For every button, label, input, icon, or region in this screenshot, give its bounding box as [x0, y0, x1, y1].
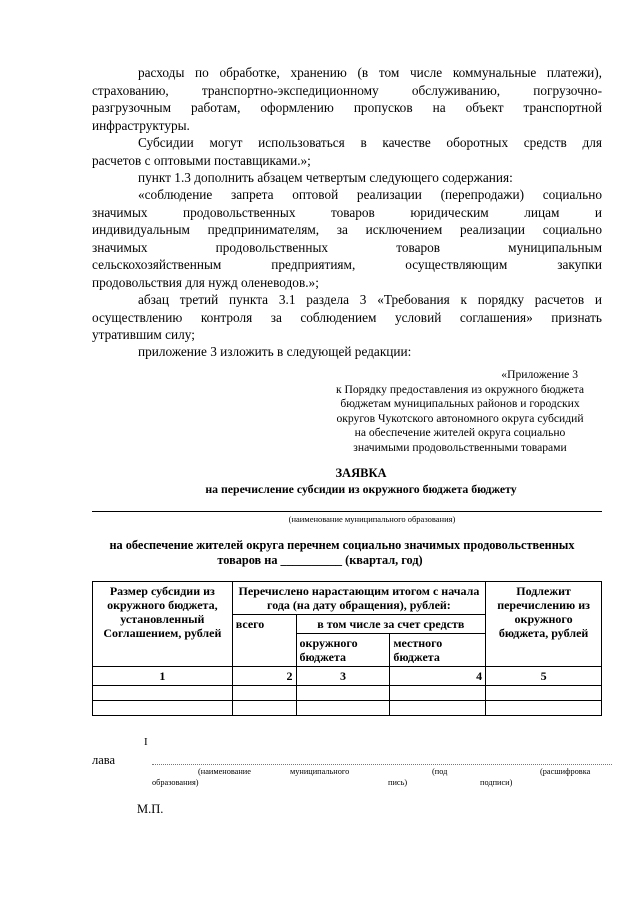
text-line: индивидуальным предпринимателям, за исключением реализации социально: [92, 222, 602, 238]
text-line: значимых продовольственных товаров юридическим лицам и: [92, 204, 602, 220]
stamp-place: М.П.: [137, 802, 164, 816]
text-line: продовольствия для нужд оленеводов.»;: [92, 274, 319, 290]
header-subsidy-size: Размер субсидии из окружного бюджета, установленный Соглашением, рублей: [93, 582, 233, 667]
text-line: расчетов с оптовыми поставщиками.»;: [92, 152, 311, 168]
caption-decoding-2: подписи): [480, 778, 513, 787]
table-cell[interactable]: [486, 701, 602, 716]
text-line: значимых продовольственных товаров муниципальным: [92, 239, 602, 255]
column-number: 1: [93, 667, 233, 686]
header-transferred: Перечислено нарастающим итогом с начала года (на дату обращения), рублей:: [232, 582, 485, 615]
appendix-header: [300, 368, 620, 456]
appendix-line: на обеспечение жителей округа социально: [354, 426, 566, 440]
text-line: абзац третий пункта 3.1 раздела 3 «Требования к порядку расчетов и: [138, 292, 602, 307]
caption-decoding: (расшифровка: [540, 767, 591, 776]
paragraph-subsidies: [92, 134, 602, 169]
table-cell[interactable]: [296, 701, 390, 716]
text-line: приложение 3 изложить в следующей редакции:: [138, 344, 412, 359]
header-to-transfer: Подлежит перечислению из окружного бюджета, рублей: [486, 582, 602, 667]
table-cell[interactable]: [93, 701, 233, 716]
text-line: сельскохозяйственным предприятиям, осуществляющим закупки: [92, 257, 602, 273]
table-cell[interactable]: [232, 686, 296, 701]
table-cell[interactable]: [232, 701, 296, 716]
purpose-line-1: на обеспечение жителей округа перечнем социально значимых продовольственных: [109, 538, 575, 552]
text-line: инфраструктуры.: [92, 117, 190, 133]
appendix-line: бюджетам муниципальных районов и городских: [340, 397, 580, 411]
caption-sign: (под: [432, 767, 448, 776]
table-cell[interactable]: [296, 686, 390, 701]
document-subtitle: на перечисление субсидии из окружного бюджета бюджету: [205, 482, 517, 496]
caption-name: (наименование: [198, 767, 251, 776]
signature-label: лава: [92, 753, 116, 767]
table-cell[interactable]: [486, 686, 602, 701]
table-number-row: [93, 667, 602, 686]
caption-sign-2: пись): [388, 778, 408, 787]
column-number: 5: [486, 667, 602, 686]
header-total: всего: [232, 615, 296, 667]
table-row: [93, 686, 602, 701]
caption-formation: образования): [152, 778, 199, 787]
column-number: 3: [296, 667, 390, 686]
header-local-budget: местного бюджета: [390, 634, 486, 667]
text-line: утратившим силу;: [92, 327, 195, 343]
column-number: 2: [232, 667, 296, 686]
purpose-line-2: товаров на __________ (квартал, год): [217, 553, 423, 567]
signature-line: [152, 764, 612, 765]
paragraph-expenses: [92, 64, 602, 134]
header-regional-budget: окружного бюджета: [296, 634, 390, 667]
text-line: страхованию, транспортно-экспедиционному обслуживанию, погрузочно-: [92, 82, 602, 98]
text-line: разгрузочным работам, оформлению пропусков на объект транспортной: [92, 100, 602, 116]
document-title: ЗАЯВКА: [335, 466, 387, 480]
table-cell[interactable]: [390, 701, 486, 716]
text-line: «соблюдение запрета оптовой реализации (перепродажи) социально: [138, 187, 602, 202]
text-line: пункт 1.3 дополнить абзацем четвертым следующего содержания:: [138, 170, 513, 185]
signature-mark: I: [144, 736, 148, 748]
municipality-line: [92, 511, 602, 512]
table-header-row: [93, 582, 602, 615]
text-line: расходы по обработке, хранению (в том числе коммунальные платежи),: [138, 65, 602, 80]
text-line: осуществлению контроля за соблюдением условий соглашения» признать: [92, 309, 602, 325]
paragraph-item-3-1: [92, 291, 602, 344]
paragraph-annex-3: [92, 343, 602, 361]
municipality-caption: (наименование муниципального образования): [288, 514, 456, 524]
column-number: 4: [390, 667, 486, 686]
header-including: в том числе за счет средств: [296, 615, 486, 634]
table-cell[interactable]: [93, 686, 233, 701]
appendix-line: «Приложение 3: [501, 368, 578, 381]
table-cell[interactable]: [390, 686, 486, 701]
appendix-line: значимыми продовольственными товарами: [353, 440, 567, 454]
text-line: Субсидии могут использоваться в качестве оборотных средств для: [138, 135, 602, 150]
appendix-line: округов Чукотского автономного округа субсидий: [336, 411, 584, 425]
subsidy-table: [92, 581, 602, 716]
appendix-line: к Порядку предоставления из окружного бюджета: [335, 382, 585, 396]
paragraph-ban: [92, 186, 602, 292]
caption-municipal: муниципального: [290, 767, 350, 776]
table-row: [93, 701, 602, 716]
paragraph-item-1-3: [92, 169, 602, 187]
